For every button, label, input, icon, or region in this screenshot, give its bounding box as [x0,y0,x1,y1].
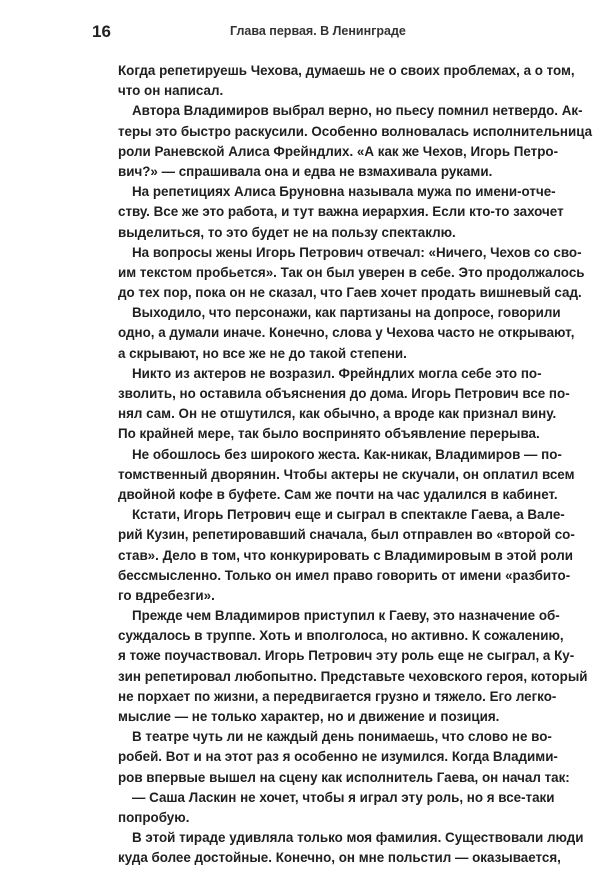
page-number: 16 [92,22,111,41]
text-line: Кстати, Игорь Петрович еще и сыграл в спектакле Гаева, а Вале- [132,507,565,523]
text-line: вич?» — спрашивала она и едва не взмахивала руками. [118,163,493,179]
paragraph [118,303,575,364]
text-line: По крайней мере, так было воспринято объявление перерыва. [118,426,540,442]
text-line: В театре чуть ли не каждый день понимаешь, что слово не во- [132,729,552,745]
text-line: им текстом пробьется». Так он был уверен в себе. Это продолжалось [118,264,585,280]
text-line: Не обошлось без широкого жеста. Как-никак, Владимиров — по- [132,446,562,462]
paragraph [118,61,575,101]
text-line: не порхает по жизни, а передвигается грузно и тяжело. Его легко- [118,688,557,704]
text-line: роли Раневской Алиса Фрейндлих. «А как же Чехов, Игорь Петро- [118,143,559,159]
text-line: нял сам. Он не отшутился, как обычно, а вроде как признал вину. [118,406,557,422]
text-line: го вдребезги». [118,587,215,603]
running-header [92,22,540,46]
text-line: попробую. [118,809,190,825]
paragraph [118,445,575,506]
text-line: я тоже поучаствовал. Игорь Петрович эту роль еще не сыграл, а Ку- [118,648,575,664]
text-line: а скрывают, но все же не до такой степени. [118,345,407,361]
text-line: суждалось в труппе. Хоть и вполголоса, но активно. К сожалению, [118,628,564,644]
text-line: рий Кузин, репетировавший сначала, был отправлен во «второй со- [118,527,575,543]
text-line: бессмысленно. Только он имел право говорить от имени «разбито- [118,567,571,583]
paragraph [118,243,585,304]
text-line: Никто из актеров не возразил. Фрейндлих могла себе это по- [132,365,542,381]
paragraph [118,727,570,788]
text-line: Прежде чем Владимиров приступил к Гаеву, это назначение об- [132,608,560,624]
text-line: куда более достойные. Конечно, он мне польстил — оказывается, [118,850,561,866]
text-line: выделиться, то это будет не на пользу спектаклю. [118,224,456,240]
text-line: мыслие — не только характер, но и движение и позиция. [118,709,500,724]
text-line: теры это быстро раскусили. Особенно волновалась исполнительница [118,123,593,139]
paragraph [118,828,584,868]
paragraph [118,505,575,606]
text-line: — Саша Ласкин не хочет, чтобы я играл эту роль, но я все-таки [132,789,555,805]
text-line: В этой тираде удивляла только моя фамилия. Существовали люди [132,830,584,846]
text-line: Выходило, что персонажи, как партизаны на допросе, говорили [132,305,561,321]
body-text [118,61,593,869]
text-line: зин репетировал любопытно. Представьте чеховского героя, который [118,668,588,684]
paragraph [118,101,593,182]
paragraph [118,788,555,828]
text-line: зволить, но оставила объяснения до дома. Игорь Петрович все по- [118,386,570,401]
text-line: что он написал. [118,83,224,99]
paragraph [118,606,588,727]
paragraph [118,182,564,243]
text-line: одно, а думали иначе. Конечно, слова у Чехова часто не открывают, [118,325,575,341]
text-line: На вопросы жены Игорь Петрович отвечал: «Ничего, Чехов со сво- [132,244,582,260]
text-line: На репетициях Алиса Бруновна называла мужа по имени-отче- [132,184,556,200]
chapter-title: Глава первая. В Ленинграде [230,24,406,38]
text-line: робей. Вот и на этот раз я особенно не изумился. Когда Владими- [118,749,558,765]
text-line: став». Дело в том, что конкурировать с Владимировым в этой роли [118,547,573,563]
text-line: Автора Владимиров выбрал верно, но пьесу помнил нетвердо. Ак- [132,103,583,119]
text-line: Когда репетируешь Чехова, думаешь не о своих проблемах, а о том, [118,63,575,78]
text-line: ров впервые вышел на сцену как исполнитель Гаева, он начал так: [118,769,570,785]
text-line: до тех пор, пока он не сказал, что Гаев хочет продать вишневый сад. [118,285,582,301]
text-line: двойной кофе в буфете. Сам же почти на час удалился в кабинет. [118,486,558,502]
paragraph [118,364,570,445]
text-line: томственный дворянин. Чтобы актеры не скучали, он оплатил всем [118,466,575,482]
text-line: ству. Все же это работа, и тут важна иерархия. Если кто-то захочет [118,204,564,220]
